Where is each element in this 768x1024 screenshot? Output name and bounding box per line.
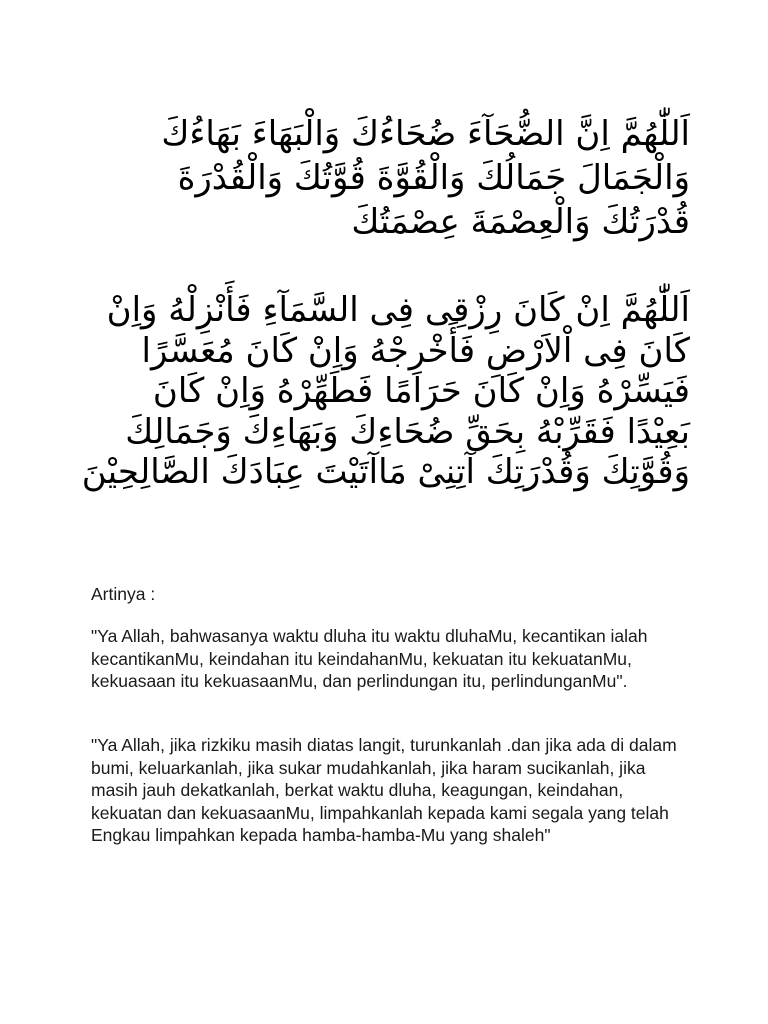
arabic-doa-dhuha-opening: اَللّٰهُمَّ اِنَّ الضُّحَآءَ ضُحَاءُكَ وَالْبَهَاءَ بَهَاءُكَ وَالْجَمَالَ جَمَالُكَ وَالْقُوَّةَ قُوَّتُكَ وَالْقُدْرَةَ قُدْرَتُكَ وَالْعِصْمَةَ عِصْمَتُكَ xyxy=(161,114,690,242)
translation-paragraph-1: "Ya Allah, bahwasanya waktu dluha itu waktu dluhaMu, kecantikan ialah kecantikanMu, keindahan itu keindahanMu, kekuatan itu kekuatanMu, kekuasaan itu kekuasaanMu, dan perlindungan itu, perlindunganMu". xyxy=(91,626,648,691)
artinya-label: Artinya : xyxy=(91,584,156,604)
arabic-doa-dhuha-request: اَللّٰهُمَّ اِنْ كَانَ رِزْقِى فِى السَّمَآءِ فَأَنْزِلْهُ وَاِنْ كَانَ فِى اْلاَرْضِ فَأَخْرِجْهُ وَاِنْ كَانَ مُعَسَّرًا فَيَسِّرْهُ وَاِنْ كَانَ حَرَامًا فَطَهِّرْهُ وَاِنْ كَانَ بَعِيْدًا فَقَرِّبْهُ بِحَقِّ ضُحَاءِكَ وَبَهَاءِكَ وَجَمَالِكَ وَقُوَّتِكَ وَقُدْرَتِكَ آتِنِىْ مَاآتَيْتَ عِبَادَكَ الصَّالِحِيْنَ xyxy=(81,290,690,492)
translation-paragraph-2: "Ya Allah, jika rizkiku masih diatas langit, turunkanlah .dan jika ada di dalam bumi, keluarkanlah, jika sukar mudahkanlah, jika haram sucikanlah, jika masih jauh dekatkanlah, berkat waktu dluha, keagungan, keindahan, kekuatan dan kekuasaanMu, limpahkanlah kepada kami segala yang telah Engkau limpahkan kepada hamba-hamba-Mu yang shaleh" xyxy=(91,735,677,845)
